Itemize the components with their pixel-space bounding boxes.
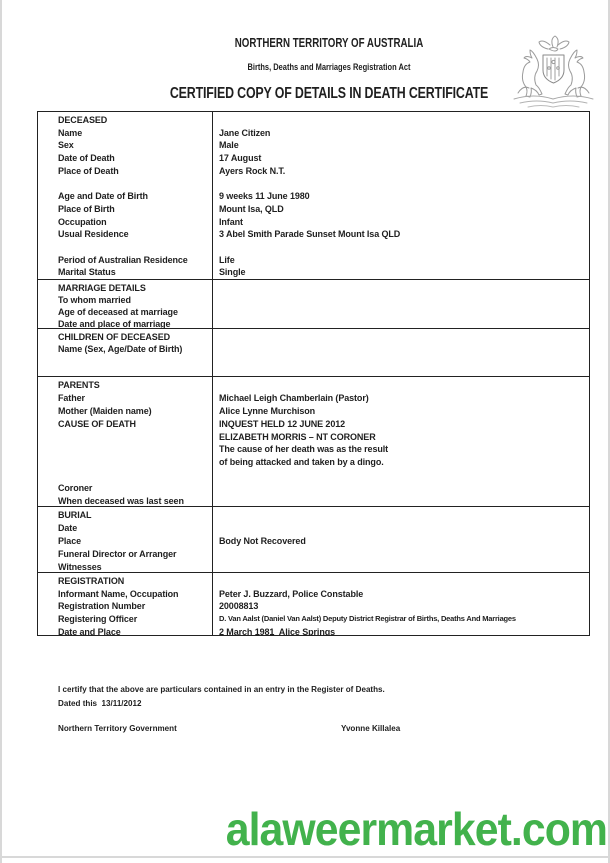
field-value: 3 Abel Smith Parade Sunset Mount Isa QLD [219, 229, 401, 240]
section-children-of-deceased [38, 328, 589, 376]
page-edge-bottom [0, 856, 610, 858]
field-value [219, 495, 585, 506]
field-value: Male [219, 140, 239, 151]
field-value: D. Van Aalst (Daniel Van Aalst) Deputy District Registrar of Births, Deaths And Marriages [219, 614, 516, 624]
field-value: 17 August [219, 153, 262, 164]
footer-dated-line: Dated this 13/11/2012 [58, 698, 142, 708]
field-value: Ayers Rock N.T. [219, 165, 286, 176]
field-value [219, 114, 585, 127]
field-label: Informant Name, Occupation [58, 588, 179, 599]
field-value: Mount Isa, QLD [219, 203, 284, 214]
field-value [219, 379, 585, 392]
label-column [38, 329, 213, 376]
field-label: Period of Australian Residence [58, 254, 188, 265]
certificate-table [37, 111, 590, 636]
field-value: of being attacked and taken by a dingo. [219, 457, 384, 468]
field-label: Place of Death [58, 165, 119, 176]
field-value: 9 weeks 11 June 1980 [219, 191, 310, 202]
section-heading: CHILDREN OF DECEASED [58, 332, 171, 342]
field-label: To whom married [58, 295, 131, 306]
field-value: Jane Citizen [219, 127, 271, 138]
footer-certify-line: I certify that the above are particulars contained in an entry in the Register of Deaths. [58, 684, 385, 694]
field-value: ELIZABETH MORRIS – NT CORONER [219, 431, 376, 442]
field-value [219, 241, 585, 254]
field-label: Occupation [58, 216, 107, 227]
section-burial [38, 506, 589, 572]
watermark: alaweermarket.com [225, 803, 607, 855]
field-label: Date and place of marriage [58, 319, 171, 330]
field-label: Witnesses [58, 562, 102, 572]
field-label [58, 431, 210, 444]
field-value [219, 306, 585, 318]
field-value: Michael Leigh Chamberlain (Pastor) [219, 392, 369, 403]
field-label: Place of Birth [58, 203, 115, 214]
field-label: Coroner [58, 483, 93, 494]
section-heading: REGISTRATION [58, 576, 125, 586]
field-value: Infant [219, 216, 243, 227]
field-value [219, 575, 585, 588]
section-deceased [38, 112, 589, 279]
section-heading: DECEASED [58, 115, 108, 125]
field-value [219, 343, 585, 355]
field-value: INQUEST HELD 12 JUNE 2012 [219, 418, 346, 429]
header-act: Births, Deaths and Marriages Registration Act [247, 62, 411, 72]
section-marriage-details [38, 279, 589, 328]
field-value: Alice Lynne Murchison [219, 405, 316, 416]
field-value: Body Not Recovered [219, 536, 306, 546]
field-value [219, 548, 585, 561]
page-edge-left [0, 0, 2, 863]
field-value [219, 522, 585, 535]
value-column [213, 507, 589, 572]
field-label: Name [58, 127, 83, 138]
field-label: Marital Status [58, 267, 116, 278]
field-value [219, 482, 585, 495]
field-value: Peter J. Buzzard, Police Constable [219, 588, 364, 599]
field-label: Age of deceased at marriage [58, 307, 178, 318]
label-column [38, 507, 213, 572]
field-label: When deceased was last seen [58, 496, 184, 507]
value-column [213, 280, 589, 328]
value-column [213, 377, 589, 506]
value-column [213, 112, 589, 279]
footer-registrar-name: Yvonne Killalea [341, 723, 401, 733]
section-heading: PARENTS [58, 380, 100, 390]
field-value [219, 355, 585, 367]
section-parents [38, 376, 589, 506]
section-heading: BURIAL [58, 510, 92, 520]
field-value: Single [219, 267, 246, 278]
field-label [58, 355, 210, 367]
field-label: Sex [58, 140, 74, 151]
field-label: Date and Place [58, 626, 121, 637]
field-value: The cause of her death was as the result [219, 444, 389, 455]
header-authority: NORTHERN TERRITORY OF AUSTRALIA [234, 36, 424, 50]
field-label [58, 443, 210, 456]
nt-coat-of-arms-icon [506, 33, 601, 113]
field-value [219, 318, 585, 328]
field-label: Registering Officer [58, 614, 138, 625]
field-label [58, 456, 210, 469]
label-column [38, 377, 213, 506]
field-label: Usual Residence [58, 229, 129, 240]
field-value: Life [219, 254, 235, 265]
footer-government: Northern Territory Government [58, 723, 177, 733]
section-heading: MARRIAGE DETAILS [58, 283, 146, 293]
field-label: Funeral Director or Arranger [58, 549, 177, 559]
field-value [219, 177, 585, 190]
field-value [219, 282, 585, 294]
field-value [219, 561, 585, 572]
field-label [58, 177, 210, 190]
field-value [219, 367, 585, 376]
field-label: Name (Sex, Age/Date of Birth) [58, 344, 183, 355]
field-value [219, 509, 585, 522]
page-title: CERTIFIED COPY OF DETAILS IN DEATH CERTIFICATE [169, 85, 489, 102]
label-column [38, 573, 213, 636]
field-label: Date of Death [58, 153, 115, 164]
label-column [38, 280, 213, 328]
field-label [58, 241, 210, 254]
value-column [213, 329, 589, 376]
field-label: Age and Date of Birth [58, 191, 148, 202]
field-value [219, 331, 585, 343]
field-label: Place [58, 536, 82, 546]
field-label: Date [58, 523, 78, 533]
field-value [219, 294, 585, 306]
value-column [213, 573, 589, 636]
field-label: Registration Number [58, 601, 146, 612]
field-value: 2 March 1981 Alice Springs [219, 626, 336, 636]
field-label [58, 469, 210, 482]
label-column [38, 112, 213, 279]
section-registration [38, 572, 589, 636]
field-label: Father [58, 392, 85, 403]
field-label: Mother (Maiden name) [58, 405, 152, 416]
field-label: CAUSE OF DEATH [58, 418, 136, 429]
field-value [219, 469, 585, 482]
field-value: 20008813 [219, 601, 259, 612]
